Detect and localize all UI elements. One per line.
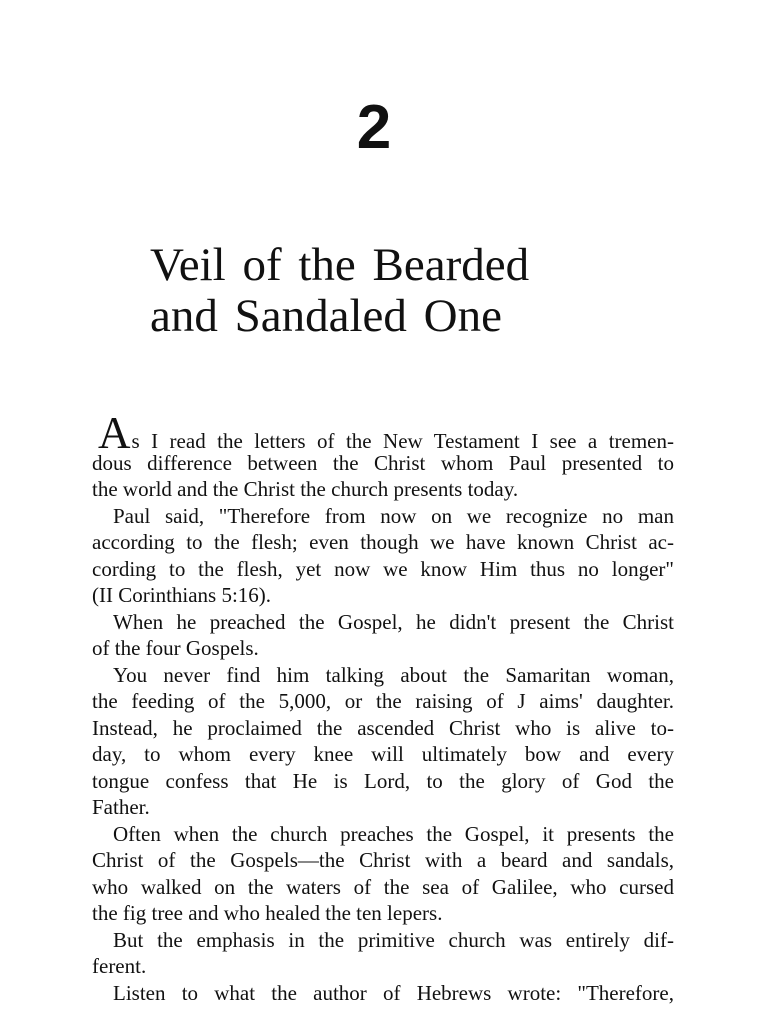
text-line: cording to the flesh, yet now we know Him thus no longer" <box>92 556 674 581</box>
text-line-content: s I read the letters of the New Testament I see a tremen- <box>131 429 674 453</box>
text-line: day, to whom every knee will ultimately bow and every <box>92 742 674 766</box>
text-line: You never find him talking about the Samaritan woman, <box>113 662 674 687</box>
text-line: the fig tree and who healed the ten lepers. <box>92 901 443 925</box>
text-line: (II Corinthians 5:16). <box>92 583 272 607</box>
text-line: the world and the Christ the church presents today. <box>92 477 519 501</box>
drop-cap: A <box>98 408 131 458</box>
text-line: of the four Gospels. <box>92 636 259 660</box>
text-line: Listen to what the author of Hebrews wrote: "Therefore, <box>113 980 674 1005</box>
chapter-title <box>150 240 529 342</box>
chapter-title-line-2: and Sandaled One <box>150 290 502 342</box>
text-line: dous difference between the Christ whom Paul presented to <box>92 450 674 475</box>
text-line: But the emphasis in the primitive church was entirely dif- <box>113 927 674 952</box>
text-line: tongue confess that He is Lord, to the glory of God the <box>92 768 674 793</box>
text-line <box>92 408 674 458</box>
chapter-title-line-1: Veil of the Bearded <box>150 239 530 291</box>
text-line: ferent. <box>92 954 147 978</box>
text-line: according to the flesh; even though we have known Christ ac- <box>92 530 674 554</box>
text-line: the feeding of the 5,000, or the raising of J aims' daughter. <box>92 689 674 713</box>
text-line: Paul said, "Therefore from now on we recognize no man <box>113 503 674 528</box>
body-text <box>92 408 674 1006</box>
text-line: Instead, he proclaimed the ascended Christ who is alive to- <box>92 715 674 740</box>
text-line: Christ of the Gospels—the Christ with a beard and sandals, <box>92 848 674 872</box>
text-line: Father. <box>92 795 150 819</box>
chapter-number: 2 <box>356 93 392 162</box>
text-line: who walked on the waters of the sea of Galilee, who cursed <box>92 874 674 899</box>
text-line: When he preached the Gospel, he didn't present the Christ <box>113 609 674 634</box>
text-line: Often when the church preaches the Gospel, it presents the <box>113 821 674 846</box>
